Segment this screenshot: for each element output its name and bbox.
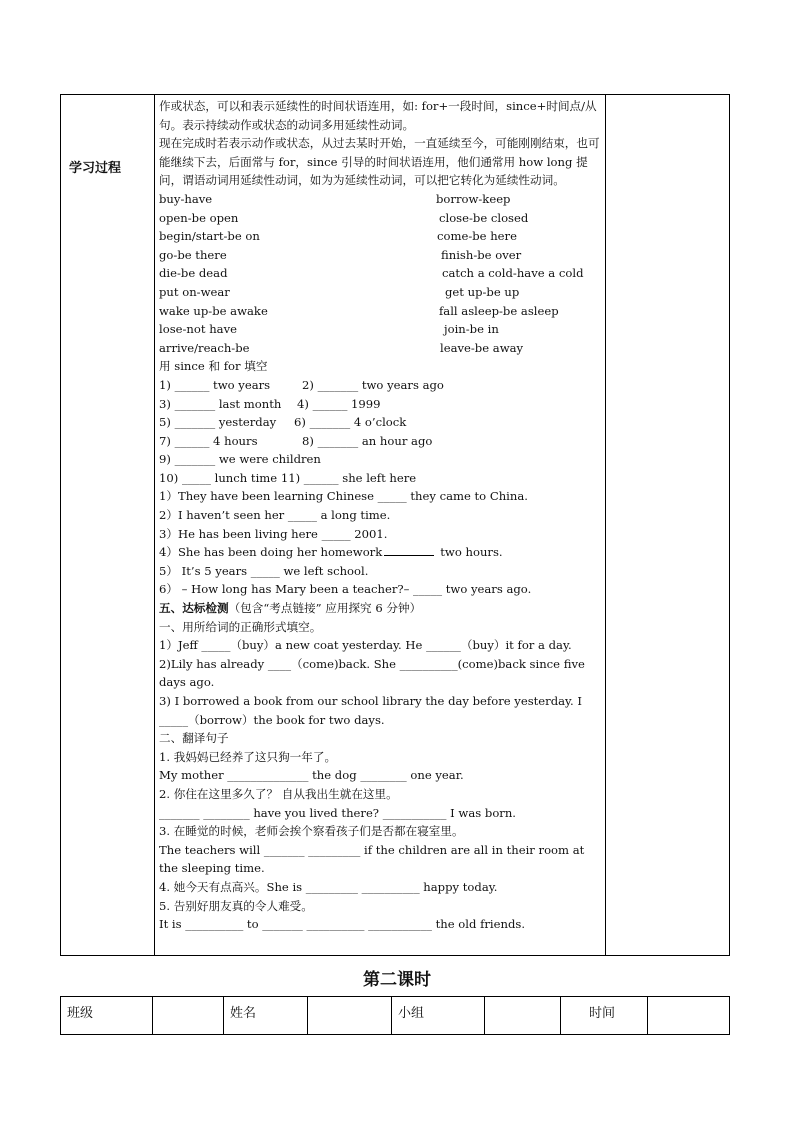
lesson-table xyxy=(60,94,730,956)
fill-title: 用 since 和 for 填空 xyxy=(159,359,268,374)
column-divider xyxy=(154,95,155,955)
verb-pair: die-be dead catch a cold-have a cold xyxy=(159,266,584,281)
section-label: 学习过程 xyxy=(69,161,122,176)
translation-prompt: 4. 她今天有点高兴。She is _________ __________ happy today. xyxy=(159,879,498,894)
time-label: 时间 xyxy=(561,997,648,1034)
verb-pair: begin/start-be on come-be here xyxy=(159,229,517,244)
verb-pair: put on-wear get up-be up xyxy=(159,284,520,299)
explanation-paragraph-1: 作或状态，可以和表示延续性的时间状语连用，如: for+一段时间，since+时间点/从句。表示持续动作或状态的动词多用延续性动词。 xyxy=(159,99,597,132)
sentence: 1）They have been learning Chinese _____ they came to China. xyxy=(159,489,528,504)
verb-pair-list xyxy=(159,190,605,357)
exercise-item: 1）Jeff _____（buy）a new coat yesterday. He ______（buy）it for a day. xyxy=(159,638,572,653)
fill-row: 1) ______ two years 2) _______ two years ago xyxy=(159,377,444,392)
translation-answer: The teachers will _______ _________ if the children are all in their room at the sleeping time. xyxy=(159,842,585,876)
verb-pair: go-be there finish-be over xyxy=(159,247,522,262)
section-heading: 五、达标检测（包含“考点链接” 应用探究 6 分钟） xyxy=(159,601,422,616)
sentence: 3）He has been living here _____ 2001. xyxy=(159,526,388,541)
verb-pair: open-be open close-be closed xyxy=(159,210,529,225)
translation-answer: _______ ________ have you lived there? ___________ I was born. xyxy=(159,805,516,820)
class-label: 班级 xyxy=(61,997,153,1034)
verb-pair: buy-have borrow-keep xyxy=(159,191,511,206)
fill-row: 5) _______ yesterday 6) _______ 4 o’clock xyxy=(159,415,407,430)
translation-prompt: 5. 告别好朋友真的令人难受。 xyxy=(159,898,313,913)
translation-answer: It is __________ to _______ __________ ___________ the old friends. xyxy=(159,917,526,932)
verb-pair: lose-not have join-be in xyxy=(159,322,499,337)
sentence: 4）She has been doing her homework two hours. xyxy=(159,545,503,560)
content-cell xyxy=(159,97,605,934)
fill-row: 9) _______ we were children xyxy=(159,452,321,467)
info-table xyxy=(60,996,730,1035)
time-input[interactable] xyxy=(648,997,729,1034)
translation-answer: My mother ______________ the dog ________ one year. xyxy=(159,768,464,783)
translation-prompt: 2. 你住在这里多久了？ 自从我出生就在这里。 xyxy=(159,786,398,801)
translation-prompt: 1. 我妈妈已经养了这只狗一年了。 xyxy=(159,749,337,764)
exercise-item: 3) I borrowed a book from our school library the day before yesterday. I _____（borrow）the book for two days. xyxy=(159,694,582,727)
verb-pair: wake up-be awake fall asleep-be asleep xyxy=(159,303,559,318)
translation-prompt: 3. 在睡觉的时候，老师会挨个察看孩子们是否都在寝室里。 xyxy=(159,824,464,839)
column-divider xyxy=(605,95,606,955)
lesson-title: 第二课时 xyxy=(363,970,431,990)
sentence: 2）I haven’t seen her _____ a long time. xyxy=(159,508,391,523)
fill-row: 3) _______ last month 4) ______ 1999 xyxy=(159,396,381,411)
sentence: 5） It’s 5 years _____ we left school. xyxy=(159,563,369,578)
verb-pair: arrive/reach-be leave-be away xyxy=(159,340,524,355)
class-input[interactable] xyxy=(153,997,224,1034)
group-label: 小组 xyxy=(392,997,485,1034)
name-label: 姓名 xyxy=(224,997,308,1034)
group-input[interactable] xyxy=(485,997,561,1034)
sentence: 6） – How long has Mary been a teacher?– _____ two years ago. xyxy=(159,582,532,597)
name-input[interactable] xyxy=(308,997,392,1034)
explanation-paragraph-2: 现在完成时若表示动作或状态，从过去某时开始，一直延续至今，可能刚刚结束，也可能继续下去，后面常与 for，since 引导的时间状语连用，他们通常用 how long 提问，谓语动词用延续性动词，如为为延续性动词，可以把它转化为延续性动词。 xyxy=(159,136,600,188)
fill-row: 10) _____ lunch time 11) ______ she left here xyxy=(159,470,417,485)
fill-row: 7) ______ 4 hours 8) _______ an hour ago xyxy=(159,433,433,448)
exercise-item: 2)Lily has already ____（come)back. She __________(come)back since five days ago. xyxy=(159,656,585,690)
part-title: 一、用所给词的正确形式填空。 xyxy=(159,619,322,634)
part-title: 二、翻译句子 xyxy=(159,731,229,746)
